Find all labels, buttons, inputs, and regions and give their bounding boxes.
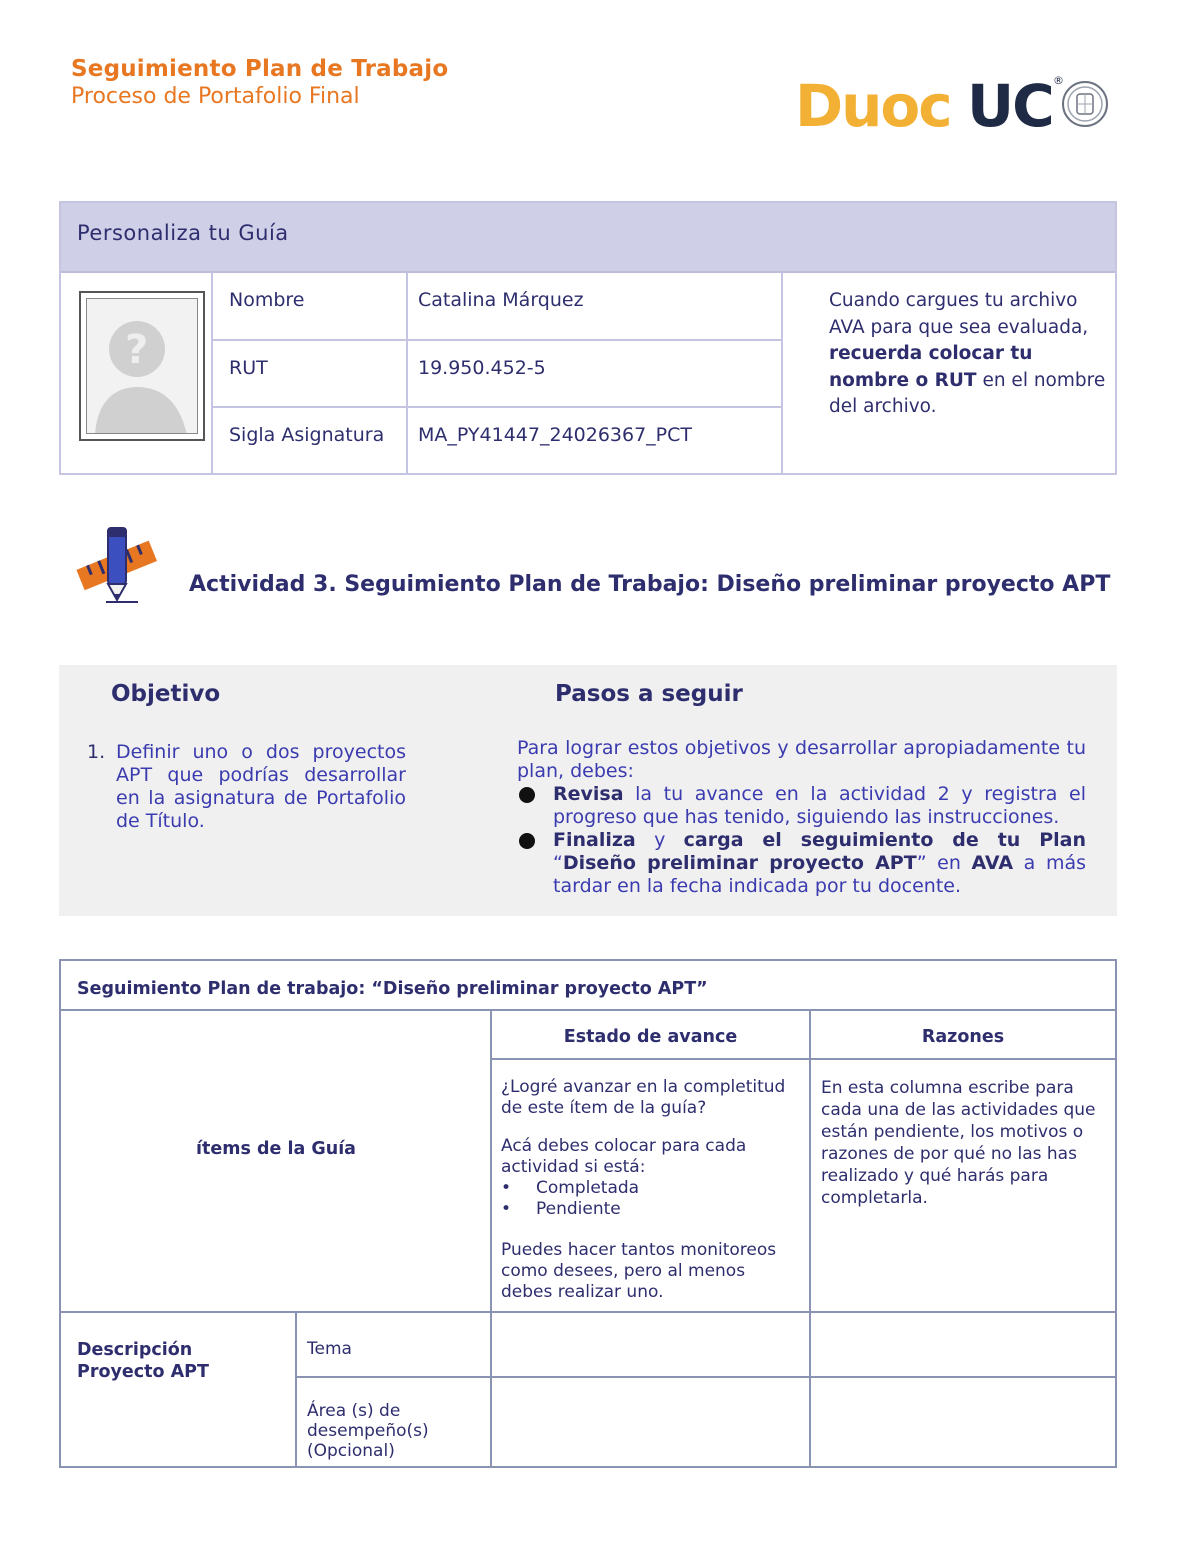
duoc-uc-logo	[795, 68, 1115, 148]
activity-title: Actividad 3. Seguimiento Plan de Trabajo: Diseño preliminar proyecto APT	[189, 572, 1111, 597]
estado-note: Puedes hacer tantos monitoreos como desees, pero al menos debes realizar uno.	[501, 1240, 777, 1302]
estado-instruction: Acá debes colocar para cada actividad si está:	[501, 1136, 747, 1177]
objetivo-heading: Objetivo	[111, 681, 221, 707]
bullet-dot-1	[519, 787, 535, 803]
personaliza-header	[61, 203, 1115, 273]
row-area-label: Área (s) de desempeño(s) (Opcional)	[307, 1401, 429, 1461]
pasos-step-1: Revisa la tu avance en la actividad 2 y registra el progreso que has tenido, siguiendo las instrucciones.	[553, 783, 1086, 828]
student-photo-placeholder	[79, 291, 205, 441]
items-guia-label: ítems de la Guía	[196, 1139, 356, 1159]
logo-duoc-text: Duoc	[795, 72, 951, 140]
personaliza-table	[59, 201, 1117, 475]
pencil-ruler-icon	[76, 524, 160, 606]
field-label-sigla: Sigla Asignatura	[229, 424, 385, 446]
upload-note: Cuando cargues tu archivo AVA para que sea evaluada, recuerda colocar tu nombre o RUT en el nombre del archivo.	[829, 290, 1106, 417]
pasos-step-2: Finaliza y carga el seguimiento de tu Plan “Diseño preliminar proyecto APT” en AVA a más tardar en la fecha indicada por tu docente.	[553, 829, 1086, 897]
field-label-rut: RUT	[229, 357, 268, 379]
bullet-dot-2	[519, 833, 535, 849]
objetivo-pasos-box	[59, 665, 1117, 916]
estado-options	[501, 1178, 801, 1220]
field-value-sigla: MA_PY41447_24026367_PCT	[418, 424, 693, 446]
razones-instructions: En esta columna escribe para cada una de las actividades que están pendiente, los motivos o razones de por qué no las has realizado y qué harás para completarla.	[821, 1078, 1096, 1208]
university-seal-icon	[1053, 68, 1109, 138]
estado-option-completada: • Completada	[501, 1178, 801, 1199]
person-placeholder-icon	[87, 299, 198, 434]
svg-text:®: ®	[1053, 74, 1064, 87]
col-razones-header: Razones	[921, 1027, 1005, 1047]
document-title: Seguimiento Plan de Trabajo	[71, 56, 449, 82]
objetivo-text: Definir uno o dos proyectos APT que podrías desarrollar en la asignatura de Portafolio de Título.	[116, 741, 406, 832]
seguimiento-title: Seguimiento Plan de trabajo: “Diseño preliminar proyecto APT”	[77, 979, 708, 999]
estado-question: ¿Logré avanzar en la completitud de este ítem de la guía?	[501, 1077, 786, 1118]
pasos-heading: Pasos a seguir	[555, 681, 743, 707]
seguimiento-table	[59, 959, 1117, 1468]
logo-uc-text: UC	[967, 72, 1053, 140]
col-estado-header: Estado de avance	[563, 1027, 738, 1047]
descripcion-label: Descripción Proyecto APT	[77, 1340, 209, 1382]
row-tema-label: Tema	[307, 1339, 352, 1359]
estado-option-pendiente: • Pendiente	[501, 1199, 801, 1220]
estado-instructions	[501, 1077, 801, 1303]
svg-text:?: ?	[125, 327, 149, 373]
field-value-rut: 19.950.452-5	[418, 357, 546, 379]
field-label-nombre: Nombre	[229, 289, 305, 311]
field-value-nombre: Catalina Márquez	[418, 289, 584, 311]
document-subtitle: Proceso de Portafolio Final	[71, 84, 360, 109]
objetivo-number: 1.	[87, 741, 106, 763]
personaliza-heading: Personaliza tu Guía	[77, 221, 289, 245]
pasos-intro: Para lograr estos objetivos y desarrollar apropiadamente tu plan, debes:	[517, 737, 1086, 782]
